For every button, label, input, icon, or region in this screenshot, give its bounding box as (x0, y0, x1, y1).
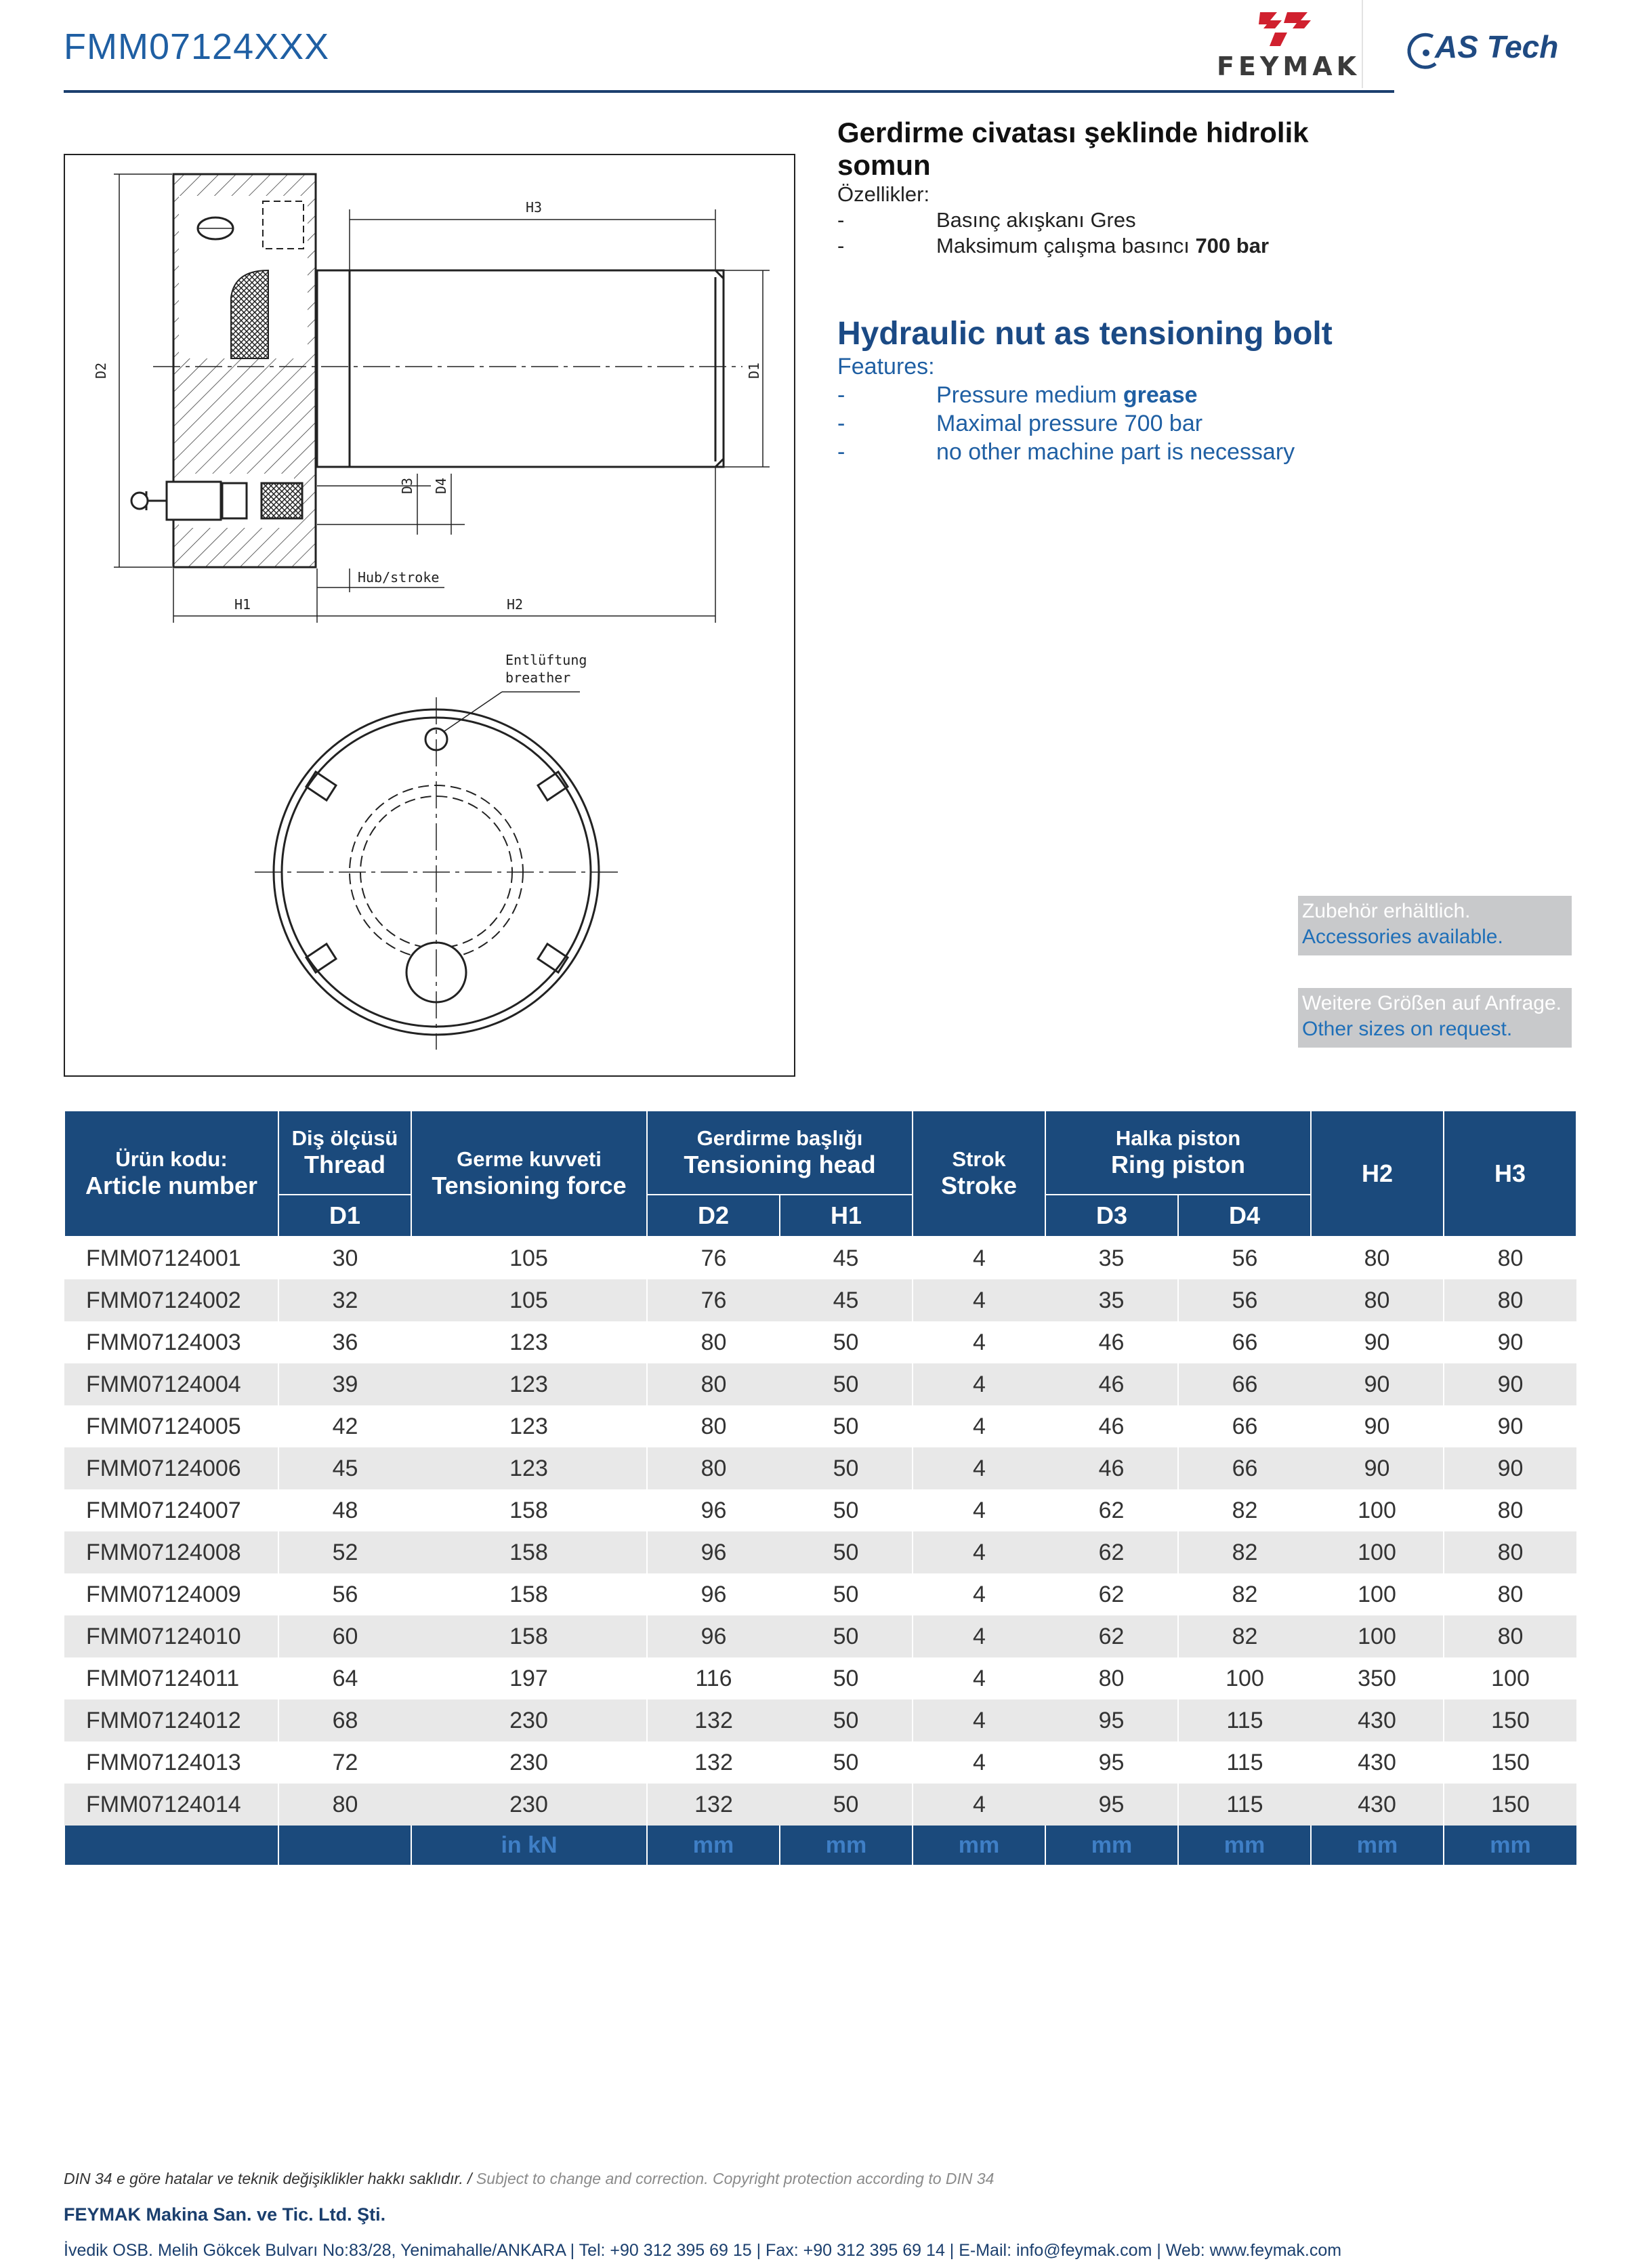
unit-head-h1: mm (780, 1826, 913, 1865)
cell-ring-d3: 46 (1045, 1405, 1178, 1447)
cell-thread-d1: 80 (278, 1784, 411, 1826)
cell-ring-d4: 56 (1178, 1279, 1311, 1321)
cell-tensioning-force: 230 (411, 1784, 647, 1826)
accessories-note-de: Zubehör erhältlich. (1302, 900, 1471, 922)
feature-en-1: - Pressure medium grease (837, 382, 1198, 408)
cell-h2: 100 (1311, 1615, 1444, 1657)
cell-h3: 80 (1444, 1279, 1576, 1321)
cell-tensioning-force: 123 (411, 1363, 647, 1405)
cell-h2: 430 (1311, 1784, 1444, 1826)
cell-h3: 80 (1444, 1573, 1576, 1615)
unit-tensioning-force: in kN (411, 1826, 647, 1865)
cell-tensioning-force: 158 (411, 1573, 647, 1615)
title-en: Hydraulic nut as tensioning bolt (837, 316, 1333, 352)
feature-en-3: - no other machine part is necessary (837, 439, 1295, 465)
table-row (64, 1784, 1576, 1826)
label-h2: H2 (507, 596, 524, 613)
header-stroke: Strok Stroke (913, 1111, 1045, 1237)
label-d1: D1 (746, 362, 762, 379)
feature-en-2: - Maximal pressure 700 bar (837, 411, 1203, 436)
header-rule (64, 90, 1394, 93)
logo-separator (1362, 0, 1363, 88)
cell-tensioning-force: 123 (411, 1447, 647, 1489)
cell-tensioning-force: 123 (411, 1321, 647, 1363)
accessories-note (1298, 896, 1572, 955)
header-d4: D4 (1178, 1195, 1311, 1237)
unit-thread-d1 (278, 1826, 411, 1865)
cell-tensioning-force: 158 (411, 1531, 647, 1573)
cell-article-number: FMM07124003 (64, 1321, 278, 1363)
cell-head-h1: 50 (780, 1784, 913, 1826)
cell-stroke: 4 (913, 1573, 1045, 1615)
cell-head-h1: 50 (780, 1573, 913, 1615)
header-d1: D1 (278, 1195, 411, 1237)
unit-stroke: mm (913, 1826, 1045, 1865)
cell-head-h1: 50 (780, 1321, 913, 1363)
cell-ring-d3: 62 (1045, 1489, 1178, 1531)
cell-ring-d3: 46 (1045, 1447, 1178, 1489)
description-en (837, 316, 1447, 466)
header-h2: H2 (1311, 1111, 1444, 1237)
cell-head-d2: 132 (647, 1741, 780, 1784)
cell-thread-d1: 32 (278, 1279, 411, 1321)
footer-company: FEYMAK Makina San. ve Tic. Ltd. Şti. (64, 2204, 386, 2225)
table-row (64, 1657, 1576, 1699)
table-row (64, 1237, 1576, 1279)
label-breather-en: breather (505, 669, 571, 686)
cell-tensioning-force: 123 (411, 1405, 647, 1447)
accessories-note-en: Accessories available. (1302, 926, 1503, 948)
cell-thread-d1: 42 (278, 1405, 411, 1447)
sizes-note-en: Other sizes on request. (1302, 1018, 1513, 1040)
features-label-en: Features: (837, 354, 935, 379)
cell-thread-d1: 64 (278, 1657, 411, 1699)
cell-thread-d1: 72 (278, 1741, 411, 1784)
cell-ring-d4: 82 (1178, 1489, 1311, 1531)
table-row (64, 1405, 1576, 1447)
cell-tensioning-force: 230 (411, 1741, 647, 1784)
table-row (64, 1699, 1576, 1741)
cell-ring-d4: 115 (1178, 1699, 1311, 1741)
cell-article-number: FMM07124008 (64, 1531, 278, 1573)
cell-ring-d4: 66 (1178, 1321, 1311, 1363)
cell-head-d2: 132 (647, 1699, 780, 1741)
cell-h2: 350 (1311, 1657, 1444, 1699)
cell-h2: 100 (1311, 1531, 1444, 1573)
cell-thread-d1: 39 (278, 1363, 411, 1405)
technical-drawing (65, 155, 794, 1075)
cell-h2: 100 (1311, 1489, 1444, 1531)
cell-head-d2: 80 (647, 1447, 780, 1489)
cell-article-number: FMM07124013 (64, 1741, 278, 1784)
cell-stroke: 4 (913, 1363, 1045, 1405)
cell-ring-d3: 62 (1045, 1615, 1178, 1657)
table-row (64, 1489, 1576, 1531)
cell-tensioning-force: 105 (411, 1279, 647, 1321)
cell-stroke: 4 (913, 1615, 1045, 1657)
header-h3: H3 (1444, 1111, 1576, 1237)
cell-thread-d1: 52 (278, 1531, 411, 1573)
feymak-wordmark: FEYMAK (1217, 51, 1361, 81)
front-view (255, 692, 618, 1050)
cell-h3: 80 (1444, 1531, 1576, 1573)
cell-stroke: 4 (913, 1489, 1045, 1531)
cell-head-d2: 96 (647, 1573, 780, 1615)
cell-h3: 100 (1444, 1657, 1576, 1699)
cell-h2: 430 (1311, 1741, 1444, 1784)
cell-h3: 150 (1444, 1699, 1576, 1741)
cell-ring-d3: 95 (1045, 1699, 1178, 1741)
header-d3: D3 (1045, 1195, 1178, 1237)
cell-ring-d3: 35 (1045, 1237, 1178, 1279)
header-ring-piston: Halka piston Ring piston (1045, 1111, 1311, 1195)
cell-thread-d1: 60 (278, 1615, 411, 1657)
cell-h3: 90 (1444, 1363, 1576, 1405)
cell-ring-d3: 62 (1045, 1573, 1178, 1615)
cell-head-d2: 96 (647, 1531, 780, 1573)
cell-ring-d4: 82 (1178, 1531, 1311, 1573)
cell-h3: 90 (1444, 1447, 1576, 1489)
cell-head-h1: 50 (780, 1447, 913, 1489)
cell-h2: 80 (1311, 1237, 1444, 1279)
cell-thread-d1: 30 (278, 1237, 411, 1279)
cell-thread-d1: 48 (278, 1489, 411, 1531)
footer-address: İvedik OSB. Melih Gökcek Bulvarı No:83/28, Yenimahalle/ANKARA | Tel: +90 312 395 69 15 | Fax: +90 312 395 69 14 | E-Mail: info@feymak.com | Web: www.feymak.com (64, 2241, 1342, 2260)
spec-table-body (64, 1237, 1576, 1865)
table-row (64, 1531, 1576, 1573)
table-row (64, 1363, 1576, 1405)
label-d3: D3 (399, 477, 415, 494)
cell-article-number: FMM07124012 (64, 1699, 278, 1741)
label-d4: D4 (433, 477, 449, 494)
cell-ring-d4: 100 (1178, 1657, 1311, 1699)
technical-drawing-frame (64, 154, 795, 1077)
cell-tensioning-force: 105 (411, 1237, 647, 1279)
cell-head-h1: 50 (780, 1615, 913, 1657)
table-row (64, 1279, 1576, 1321)
cell-head-d2: 76 (647, 1279, 780, 1321)
cell-ring-d3: 46 (1045, 1363, 1178, 1405)
table-row (64, 1741, 1576, 1784)
cell-tensioning-force: 197 (411, 1657, 647, 1699)
cell-h3: 90 (1444, 1321, 1576, 1363)
cell-ring-d3: 46 (1045, 1321, 1178, 1363)
cell-article-number: FMM07124014 (64, 1784, 278, 1826)
document-code: FMM07124XXX (64, 26, 330, 67)
cell-head-h1: 50 (780, 1489, 913, 1531)
cell-h2: 90 (1311, 1363, 1444, 1405)
cell-ring-d3: 35 (1045, 1279, 1178, 1321)
cell-article-number: FMM07124009 (64, 1573, 278, 1615)
cell-tensioning-force: 158 (411, 1489, 647, 1531)
cell-ring-d4: 66 (1178, 1363, 1311, 1405)
cell-stroke: 4 (913, 1321, 1045, 1363)
cell-tensioning-force: 230 (411, 1699, 647, 1741)
unit-h2: mm (1311, 1826, 1444, 1865)
cell-article-number: FMM07124004 (64, 1363, 278, 1405)
units-row (64, 1826, 1576, 1865)
cell-head-d2: 80 (647, 1363, 780, 1405)
cell-ring-d4: 82 (1178, 1573, 1311, 1615)
header-h1: H1 (780, 1195, 913, 1237)
cell-stroke: 4 (913, 1405, 1045, 1447)
cell-h3: 80 (1444, 1237, 1576, 1279)
header-article: Ürün kodu: Article number (64, 1111, 278, 1237)
cell-h2: 430 (1311, 1699, 1444, 1741)
astech-wordmark: AS Tech (1435, 29, 1559, 64)
side-view (131, 174, 742, 567)
description-tr (837, 117, 1393, 259)
cell-head-h1: 50 (780, 1405, 913, 1447)
cell-h2: 100 (1311, 1573, 1444, 1615)
cell-ring-d4: 115 (1178, 1741, 1311, 1784)
cell-head-h1: 50 (780, 1363, 913, 1405)
sizes-note (1298, 988, 1572, 1048)
cell-h3: 90 (1444, 1405, 1576, 1447)
cell-stroke: 4 (913, 1531, 1045, 1573)
cell-h3: 150 (1444, 1784, 1576, 1826)
table-row (64, 1573, 1576, 1615)
cell-head-d2: 80 (647, 1321, 780, 1363)
cell-head-h1: 45 (780, 1279, 913, 1321)
cell-head-h1: 50 (780, 1657, 913, 1699)
footer-disclaimer: DIN 34 e göre hatalar ve teknik değişiklikler hakkı saklıdır. / Subject to change and correction. Copyright protection according to DIN 34 (64, 2170, 995, 2187)
table-row (64, 1615, 1576, 1657)
label-h3: H3 (526, 199, 543, 215)
cell-tensioning-force: 158 (411, 1615, 647, 1657)
cell-head-h1: 50 (780, 1741, 913, 1784)
spec-table (64, 1110, 1577, 1865)
features-label-tr: Özellikler: (837, 182, 930, 206)
cell-ring-d3: 95 (1045, 1741, 1178, 1784)
cell-article-number: FMM07124011 (64, 1657, 278, 1699)
cell-head-h1: 50 (780, 1699, 913, 1741)
cell-thread-d1: 68 (278, 1699, 411, 1741)
cell-thread-d1: 36 (278, 1321, 411, 1363)
cell-head-d2: 96 (647, 1489, 780, 1531)
table-row (64, 1447, 1576, 1489)
cell-h3: 150 (1444, 1741, 1576, 1784)
title-tr: Gerdirme civatası şeklinde hidrolik somun (837, 117, 1309, 181)
feature-tr-1: - Basınç akışkanı Gres (837, 208, 1136, 232)
cell-stroke: 4 (913, 1237, 1045, 1279)
cell-article-number: FMM07124010 (64, 1615, 278, 1657)
sizes-note-de: Weitere Größen auf Anfrage. (1302, 992, 1562, 1014)
cell-article-number: FMM07124002 (64, 1279, 278, 1321)
header-tensioning-head: Gerdirme başlığı Tensioning head (647, 1111, 913, 1195)
cell-head-d2: 132 (647, 1784, 780, 1826)
cell-h2: 80 (1311, 1279, 1444, 1321)
cell-stroke: 4 (913, 1657, 1045, 1699)
unit-ring-d4: mm (1178, 1826, 1311, 1865)
cell-ring-d4: 115 (1178, 1784, 1311, 1826)
cell-thread-d1: 56 (278, 1573, 411, 1615)
cell-article-number: FMM07124005 (64, 1405, 278, 1447)
cell-head-d2: 116 (647, 1657, 780, 1699)
cell-stroke: 4 (913, 1699, 1045, 1741)
cell-stroke: 4 (913, 1741, 1045, 1784)
label-hub-stroke: Hub/stroke (358, 569, 440, 585)
cell-h3: 80 (1444, 1489, 1576, 1531)
cell-ring-d3: 95 (1045, 1784, 1178, 1826)
cell-thread-d1: 45 (278, 1447, 411, 1489)
cell-stroke: 4 (913, 1447, 1045, 1489)
cell-ring-d4: 66 (1178, 1447, 1311, 1489)
cell-h2: 90 (1311, 1405, 1444, 1447)
cell-head-d2: 76 (647, 1237, 780, 1279)
feature-tr-2: - Maksimum çalışma basıncı 700 bar (837, 234, 1270, 257)
cell-article-number: FMM07124007 (64, 1489, 278, 1531)
header-thread: Diş ölçüsü Thread (278, 1111, 411, 1195)
table-row (64, 1321, 1576, 1363)
label-d2: D2 (93, 362, 109, 379)
cell-h2: 90 (1311, 1321, 1444, 1363)
header-force: Germe kuvveti Tensioning force (411, 1111, 647, 1237)
cell-head-d2: 96 (647, 1615, 780, 1657)
cell-ring-d4: 56 (1178, 1237, 1311, 1279)
label-breather-de: Entlüftung (505, 652, 587, 668)
cell-ring-d3: 62 (1045, 1531, 1178, 1573)
cell-stroke: 4 (913, 1784, 1045, 1826)
cell-h2: 90 (1311, 1447, 1444, 1489)
header-d2: D2 (647, 1195, 780, 1237)
cell-article-number: FMM07124001 (64, 1237, 278, 1279)
cell-ring-d4: 66 (1178, 1405, 1311, 1447)
cell-ring-d4: 82 (1178, 1615, 1311, 1657)
cell-ring-d3: 80 (1045, 1657, 1178, 1699)
unit-ring-d3: mm (1045, 1826, 1178, 1865)
unit-head-d2: mm (647, 1826, 780, 1865)
cell-head-h1: 45 (780, 1237, 913, 1279)
unit-h3: mm (1444, 1826, 1576, 1865)
cell-head-d2: 80 (647, 1405, 780, 1447)
cell-article-number: FMM07124006 (64, 1447, 278, 1489)
cell-head-h1: 50 (780, 1531, 913, 1573)
cell-h3: 80 (1444, 1615, 1576, 1657)
label-h1: H1 (234, 596, 251, 613)
unit-article-number (64, 1826, 278, 1865)
cell-stroke: 4 (913, 1279, 1045, 1321)
